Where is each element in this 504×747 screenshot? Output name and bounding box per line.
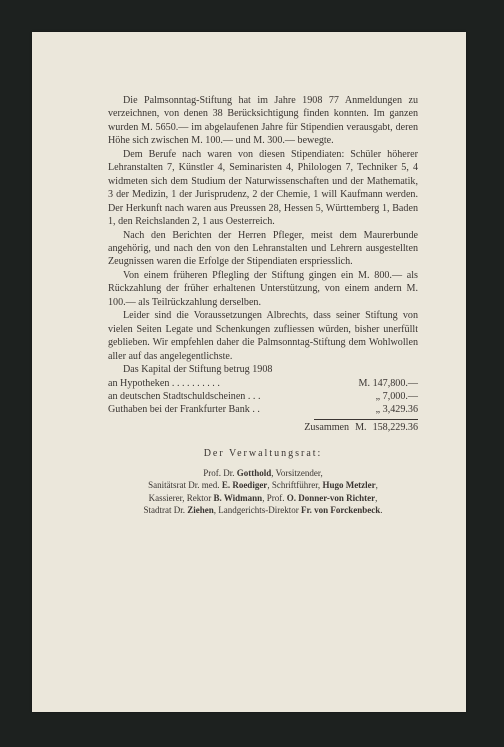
ledger-row-prefix: M.	[358, 377, 371, 389]
ledger-row-prefix: „	[375, 404, 381, 416]
ledger-row-amount: 3,429.36	[382, 404, 418, 416]
board-text: , Schriftführer,	[267, 480, 323, 491]
ledger-row-label: an Hypotheken . . . . . . . . . .	[108, 377, 220, 389]
paragraph-5: Leider sind die Voraussetzungen Albrechts, dass seiner Stiftung von vielen Seiten Legate und Schenkungen zufliessen würden, bisher unerfüllt geblieben. Wir empfehlen daher die Palmsonntag-Stiftung dem Wohlwollen aller auf das angelegentlichste.	[108, 310, 418, 362]
board-text: Stadtrat Dr.	[143, 504, 188, 515]
board-member-name: O. Donner-von Richter	[286, 492, 376, 503]
board-member-name: Fr. von Forckenbeck	[300, 504, 381, 515]
ledger-sum-rule	[314, 419, 418, 420]
board-text: ,	[375, 480, 378, 491]
board-text: , Landgerichts-Direktor	[213, 504, 301, 515]
board-text: Prof. Dr.	[203, 467, 237, 478]
board-member-name: B. Widmann	[213, 492, 263, 503]
ledger-total-label: Zusammen	[304, 421, 350, 433]
paragraph-4: Von einem früheren Pflegling der Stiftung gingen ein M. 800.— als Rückzahlung der früher erhaltenen Unterstützung, von einem andern M. 100.— als Teilrückzahlung derselben.	[108, 269, 418, 308]
board-member-name: Ziehen	[187, 504, 214, 515]
board-line	[108, 479, 418, 491]
board-text: Kassierer, Rektor	[148, 492, 214, 503]
ledger-row	[108, 377, 418, 390]
board-text: ,	[375, 492, 378, 503]
capital-ledger	[108, 363, 418, 434]
board-text: Sanitätsrat Dr. med.	[148, 480, 222, 491]
ledger-total-amount: 158,229.36	[372, 421, 418, 433]
board-line	[108, 492, 418, 504]
ledger-row-amount: 7,000.—	[382, 390, 418, 402]
board-title: Der Verwaltungsrat:	[203, 448, 323, 460]
page-content	[108, 94, 418, 516]
ledger-row-amount: 147,800.—	[372, 377, 418, 389]
paragraph-1: Die Palmsonntag-Stiftung hat im Jahre 1908 77 Anmeldungen zu verzeichnen, von denen 38 Berücksichtigung finden konnten. Im ganzen wurden M. 5650.— im abgelaufenen Jahre für Stipendien verausgabt, deren Höhe sich zwischen M. 100.— und M. 300.— bewegte.	[108, 95, 418, 147]
board-member-name: E. Roediger	[221, 480, 268, 491]
board-member-name: Hugo Metzler	[322, 480, 376, 491]
board-member-name: Gotthold	[236, 467, 272, 478]
board-text: , Prof.	[262, 492, 287, 503]
board-text: .	[380, 504, 383, 515]
document-page	[32, 32, 466, 712]
paragraph-2: Dem Berufe nach waren von diesen Stipendiaten: Schüler höherer Lehranstalten 7, Künstler 4, Seminaristen 4, Philologen 7, Techniker 5, 4 widmeten sich dem Studium der Naturwissenschaften und der Mathematik, 3 der Medizin, 1 der Jurisprudenz, 2 der Chemie, 1 will Kaufmann werden. Der Herkunft nach waren aus Preussen 28, Hessen 5, Württemberg 1, Baden 1, den Reichslanden 2, 1 aus Oesterreich.	[108, 148, 418, 228]
ledger-row	[108, 403, 418, 416]
ledger-row-label: an deutschen Stadtschuldscheinen . . .	[108, 390, 261, 402]
board-line	[108, 504, 418, 516]
ledger-total-prefix: M.	[355, 421, 367, 433]
ledger-heading: Das Kapital der Stiftung betrug 1908	[123, 364, 273, 376]
board-line	[108, 467, 418, 479]
board-signatures	[108, 448, 418, 516]
ledger-row	[108, 390, 418, 403]
ledger-total	[108, 421, 418, 434]
ledger-row-prefix: „	[375, 390, 381, 402]
board-text: , Vorsitzender,	[271, 467, 323, 478]
paragraph-3: Nach den Berichten der Herren Pfleger, meist dem Maurerbunde angehörig, und nach den von den Lehranstalten und Lehrern ausgestellten Zeugnissen waren die Erfolge der Stipendiaten erspriesslich.	[108, 229, 418, 268]
ledger-row-label: Guthaben bei der Frankfurter Bank . .	[108, 404, 260, 416]
